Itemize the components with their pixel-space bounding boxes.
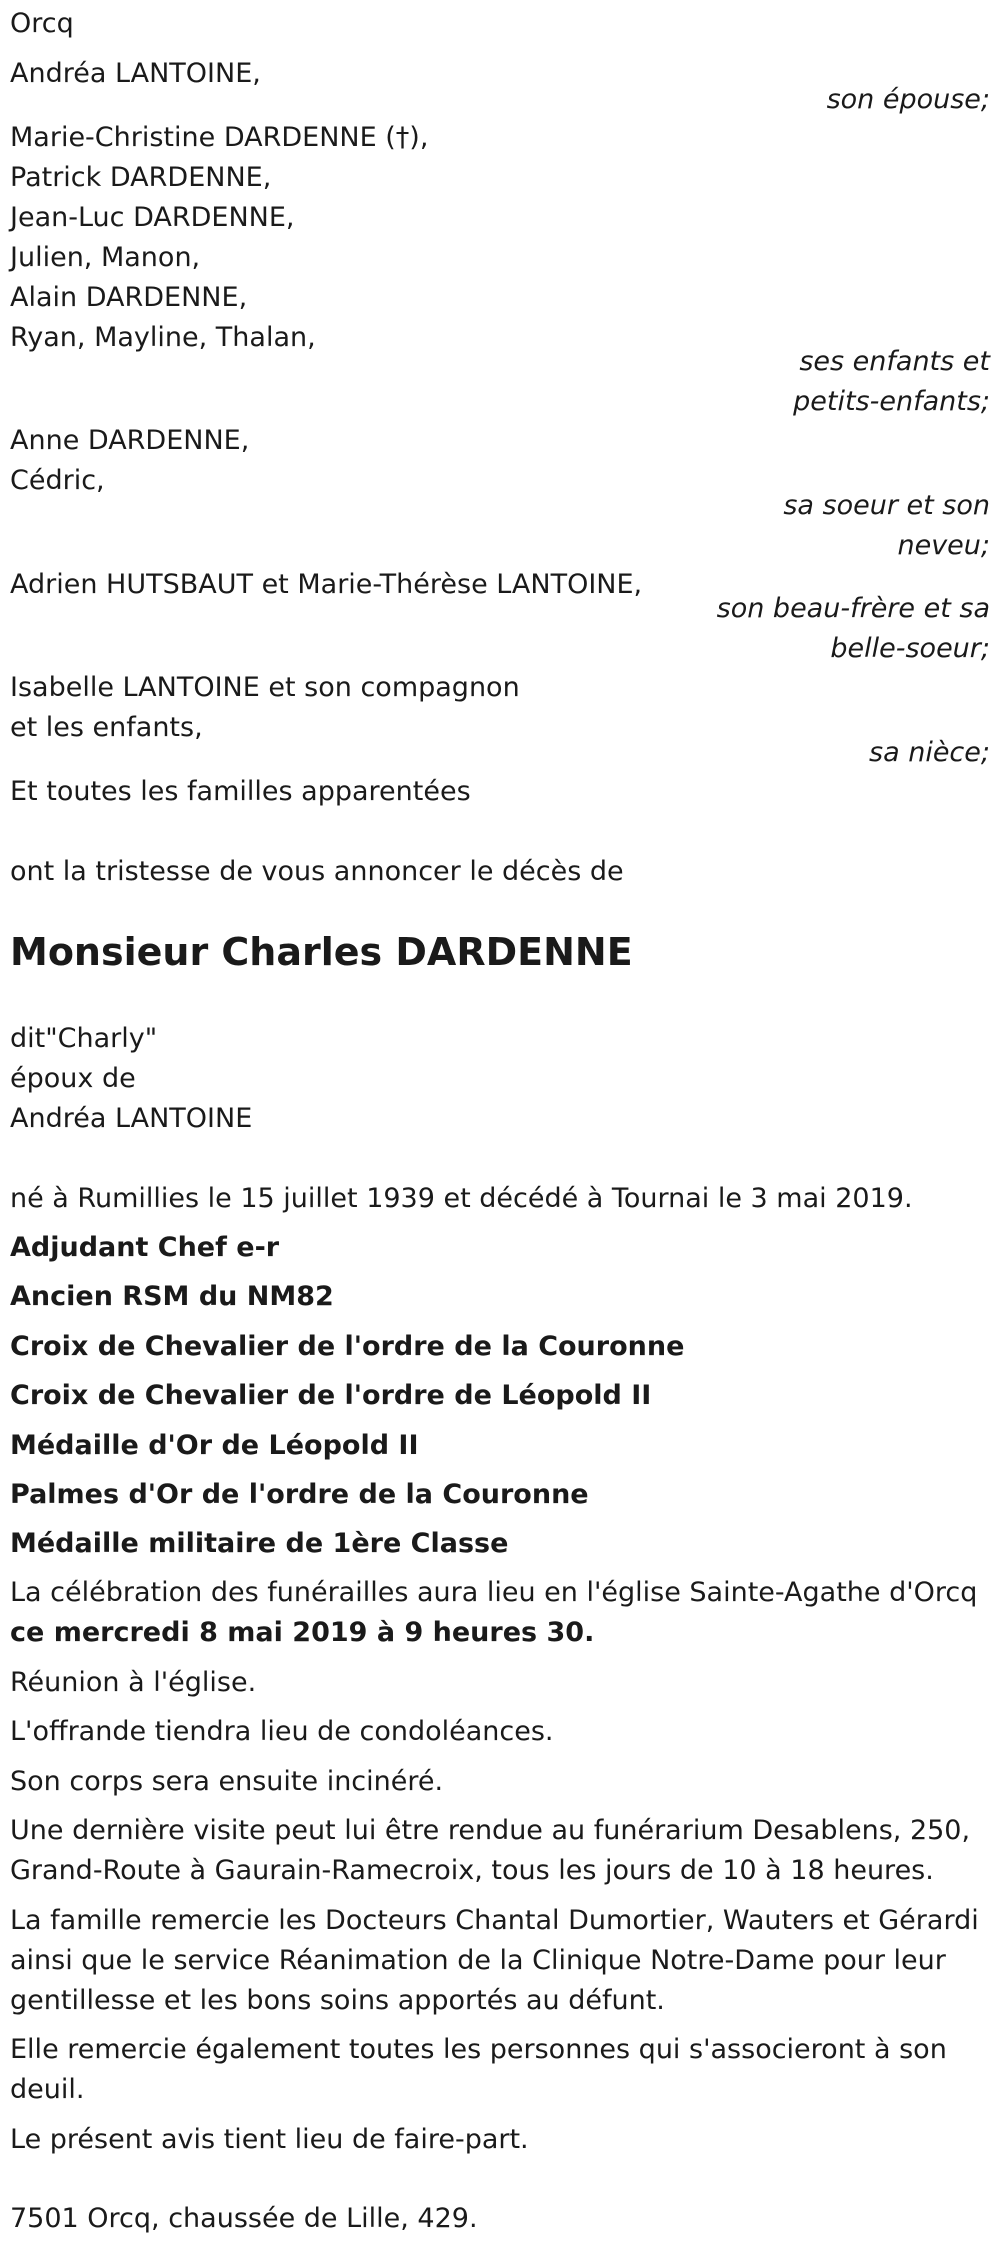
family-name-line: Anne DARDENNE,	[10, 425, 250, 456]
reunion-line: Réunion à l'église.	[10, 1667, 257, 1698]
distinction-item: Palmes d'Or de l'ordre de la Couronne	[10, 1479, 589, 1510]
family-name-line: Marie-Christine DARDENNE (†),	[10, 122, 429, 153]
family-name-line: Jean-Luc DARDENNE,	[10, 202, 295, 233]
family-relation: son épouse;	[826, 84, 990, 115]
family-name-line: Patrick DARDENNE,	[10, 162, 272, 193]
distinction-item: Adjudant Chef e-r	[10, 1232, 280, 1263]
cremation-line: Son corps sera ensuite incinéré.	[10, 1766, 444, 1797]
family-name-line: Andréa LANTOINE,	[10, 58, 261, 89]
family-name-line: et les enfants,	[10, 712, 203, 743]
distinction-item: Médaille militaire de 1ère Classe	[10, 1528, 509, 1559]
thanks-line: La famille remercie les Docteurs Chantal Dumortier, Wauters et Gérardi	[10, 1905, 979, 1936]
family-name-line: Isabelle LANTOINE et son compagnon	[10, 672, 520, 703]
offering-line: L'offrande tiendra lieu de condoléances.	[10, 1716, 554, 1747]
distinction-item: Croix de Chevalier de l'ordre de Léopold II	[10, 1380, 652, 1411]
distinction-item: Croix de Chevalier de l'ordre de la Couronne	[10, 1331, 685, 1362]
deceased-nickname: dit"Charly"	[10, 1023, 158, 1054]
thanks-line: gentillesse et les bons soins apportés au défunt.	[10, 1985, 665, 2016]
visit-line: Une dernière visite peut lui être rendue au funérarium Desablens, 250,	[10, 1815, 971, 1846]
birth-death-line: né à Rumillies le 15 juillet 1939 et décédé à Tournai le 3 mai 2019.	[10, 1183, 913, 1214]
all-families-line: Et toutes les familles apparentées	[10, 776, 471, 807]
thanks2-line: deuil.	[10, 2074, 85, 2105]
spouse-name: Andréa LANTOINE	[10, 1103, 253, 1134]
ceremony-date: ce mercredi 8 mai 2019 à 9 heures 30.	[10, 1617, 595, 1648]
family-relation: ses enfants et	[799, 346, 990, 377]
thanks2-line: Elle remercie également toutes les personnes qui s'associeront à son	[10, 2034, 947, 2065]
visit-line: Grand-Route à Gaurain-Ramecroix, tous les jours de 10 à 18 heures.	[10, 1855, 934, 1886]
family-relation: sa soeur et son	[783, 490, 990, 521]
thanks-line: ainsi que le service Réanimation de la Clinique Notre-Dame pour leur	[10, 1945, 946, 1976]
family-name-line: Alain DARDENNE,	[10, 282, 248, 313]
family-relation: neveu;	[897, 530, 990, 561]
notice-line: Le présent avis tient lieu de faire-part.	[10, 2124, 529, 2155]
address-line: 7501 Orcq, chaussée de Lille, 429.	[10, 2203, 478, 2234]
distinction-item: Médaille d'Or de Léopold II	[10, 1430, 419, 1461]
family-name-line: Julien, Manon,	[10, 242, 201, 273]
spouse-of-label: époux de	[10, 1063, 136, 1094]
announcement-line: ont la tristesse de vous annoncer le décès de	[10, 856, 624, 887]
ceremony-line: La célébration des funérailles aura lieu en l'église Sainte-Agathe d'Orcq	[10, 1577, 978, 1608]
place-heading: Orcq	[10, 8, 74, 39]
deceased-name: Monsieur Charles DARDENNE	[10, 930, 633, 974]
family-relation: petits-enfants;	[793, 386, 990, 417]
family-name-line: Adrien HUTSBAUT et Marie-Thérèse LANTOINE,	[10, 569, 643, 600]
distinction-item: Ancien RSM du NM82	[10, 1281, 334, 1312]
family-name-line: Cédric,	[10, 465, 105, 496]
family-relation: son beau-frère et sa	[716, 593, 990, 624]
family-name-line: Ryan, Mayline, Thalan,	[10, 322, 316, 353]
family-relation: sa nièce;	[869, 737, 990, 768]
family-relation: belle-soeur;	[830, 633, 990, 664]
